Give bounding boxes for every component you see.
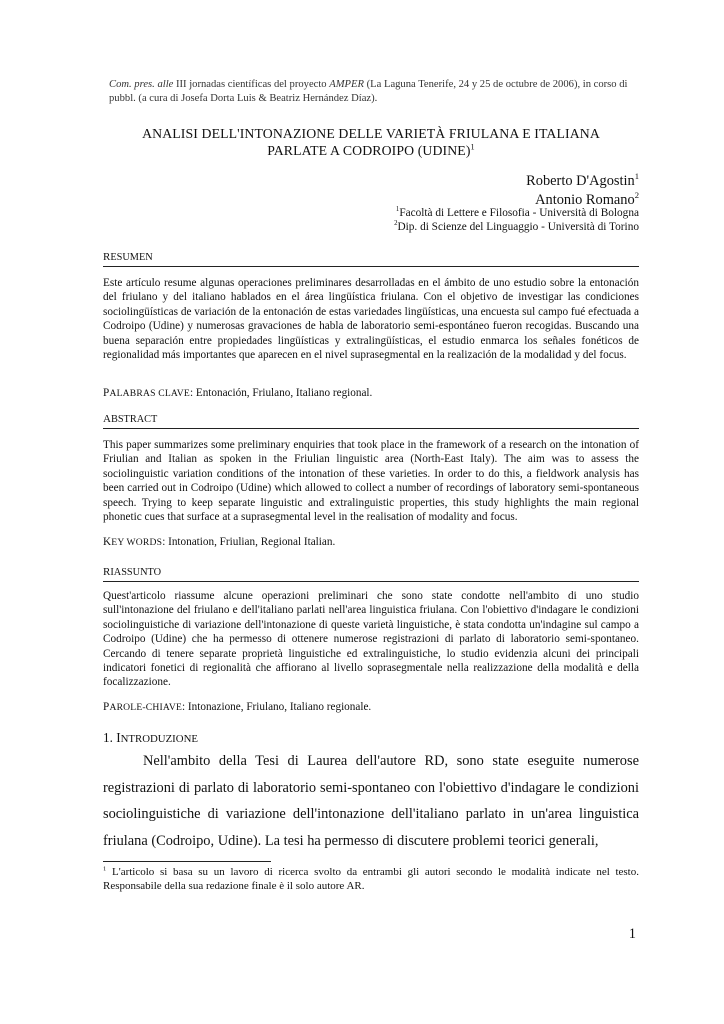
abstract-keywords	[103, 535, 335, 550]
abstract-keywords-text: : Intonation, Friulian, Regional Italian.	[162, 536, 336, 548]
riassunto-kw-rest: AROLE-CHIAVE	[109, 702, 183, 713]
resumen-kw-cap: P	[103, 387, 110, 399]
author-2-name: Antonio Romano	[535, 191, 635, 208]
resumen-keywords-text: : Entonación, Friulano, Italiano regional.	[189, 387, 373, 399]
footnote	[103, 865, 639, 893]
citation-mid1: III jornadas científicas del proyecto	[173, 79, 330, 90]
resumen-keywords	[103, 386, 372, 401]
resumen-text: Este artículo resume algunas operaciones preliminares desarrolladas en el ámbito de uno estudio sobre la entonación del friulano y del italiano hablados en el área lingüística friulana. Con el objetivo de investigar las condiciones sociolingüísticas de variación de la entonación de estas variedades lingüísticas, una encuesta sul campo fué efectuada a Codroipo (Udine) y numerosas gravaciones de habla de laboratorio semi-espontáneo fueron recogidas. Buscando una buena separación entre propiedades lingüísticas y extralingüísticas, el estudio enmarca los señales fonéticos de regionalidad más importantes que aparecen en el nivel suprasegmental en la realización de la modalidad y del focus.	[103, 277, 639, 362]
riassunto-heading-cap: R	[103, 566, 111, 578]
riassunto-heading	[103, 566, 639, 582]
citation-mid2: (La Laguna Tenerife, 24 y 25 de octubre de 2006), in corso di pubbl. (a cura di Josefa Dorta Luis & Beatriz Hernández Díaz).	[109, 79, 628, 104]
title-line-2: PARLATE A CODROIPO (UDINE)	[267, 143, 471, 158]
affiliation-1-text: Facoltà di Lettere e Filosofia - Università di Bologna	[399, 207, 639, 219]
section-heading-introduzione	[103, 730, 198, 747]
abstract-heading-rest: BSTRACT	[110, 414, 158, 425]
resumen-heading-cap: R	[103, 251, 111, 263]
affiliation-2-mark: 2	[394, 220, 398, 228]
author-1-mark: 1	[634, 171, 639, 182]
paper-title	[103, 125, 639, 159]
resumen-keywords-label	[103, 388, 190, 399]
affiliation-1-mark: 1	[395, 206, 400, 214]
section-number: 1. I	[103, 730, 121, 745]
section-title-rest: NTRODUZIONE	[120, 733, 198, 745]
footnote-divider	[103, 861, 271, 862]
riassunto-kw-cap: P	[103, 701, 110, 713]
page-number: 1	[628, 926, 636, 942]
riassunto-heading-rest: IASSUNTO	[110, 567, 162, 578]
riassunto-keywords-label	[103, 702, 182, 713]
author-1	[526, 172, 639, 191]
title-line-1: ANALISI DELL'INTONAZIONE DELLE VARIETÀ FRIULANA E ITALIANA	[142, 126, 600, 141]
body-paragraph: Nell'ambito della Tesi di Laurea dell'autore RD, sono state eseguite numerose registrazioni di parlato di laboratorio semi-spontaneo con l'obiettivo d'indagare le condizioni sociolinguistiche di variazione dell'intonazione dell'italiano parlato in un'area linguistica friulana (Codroipo, Udine). La tesi ha permesso di discutere problemi teorici generali,	[103, 753, 639, 849]
footnote-text: L'articolo si basa su un lavoro di ricerca svolto da entrambi gli autori secondo le modalità indicate nel testo. Responsabile della sua redazione finale è il solo autore AR.	[103, 866, 639, 892]
abstract-heading-cap: A	[103, 413, 111, 425]
riassunto-keywords-text: : Intonazione, Friulano, Italiano regionale.	[182, 701, 372, 713]
affiliation-1	[394, 206, 639, 220]
abstract-kw-rest: EY WORDS	[111, 537, 163, 548]
author-list	[526, 172, 639, 209]
abstract-text: This paper summarizes some preliminary enquiries that took place in the framework of a research on the intonation of Friulian and Italian as spoken in the Friulian linguistic area (North-East Italy). The aim was to assess the sociolinguistic variation conditions of the intonation of these varieties. In order to do this, a fieldwork analysis has been carried out in Codroipo (Udine) which allowed to collect a number of recordings of laboratory semi-spontaneous speech. Trying to keep separate linguistic and extralinguistic properties, this study highlights the main regional phonetic cues that surface at a suprasegmental level in the realisation of modality and focus.	[103, 439, 639, 524]
title-line-2-wrap	[103, 142, 639, 159]
abstract-heading	[103, 413, 639, 429]
resumen-heading	[103, 251, 639, 267]
author-2-mark: 2	[634, 189, 639, 200]
resumen-kw-rest: ALABRAS CLAVE	[109, 388, 190, 399]
resumen-heading-rest: ESUMEN	[110, 252, 153, 263]
riassunto-keywords	[103, 700, 371, 715]
affiliation-2	[394, 220, 639, 234]
abstract-kw-cap: K	[103, 536, 112, 548]
riassunto-text: Quest'articolo riassume alcune operazioni preliminari che sono state condotte nell'ambito di uno studio sull'intonazione del friulano e dell'italiano parlati nell'area linguistica friulana. Con l'obiettivo d'indagare le condizioni sociolinguistiche di variazione dell'intonazione di queste varietà linguistiche, è stata condotta un'indagine sul campo a Codroipo (Udine) che ha permesso di ottenere numerose registrazioni di parlato di laboratorio semi-spontaneo. Cercando di tenere separate proprietà linguistiche ed extralinguistiche, lo studio evidenzia alcuni dei principali indicatori fonetici di regionalità che affiorano al livello soprasegmentale nella realizzazione della modalità e della focalizzazione.	[103, 590, 639, 689]
citation-project: AMPER	[329, 79, 364, 90]
citation-prefix: Com. pres. alle	[109, 79, 174, 90]
footnote-mark: 1	[103, 865, 107, 873]
author-1-name: Roberto D'Agostin	[526, 173, 635, 189]
citation-note	[109, 78, 637, 105]
abstract-keywords-label	[103, 537, 162, 548]
affiliation-list	[394, 206, 639, 234]
affiliation-2-text: Dip. di Scienze del Linguaggio - Università di Torino	[397, 221, 639, 233]
title-footnote-mark: 1	[470, 142, 475, 152]
